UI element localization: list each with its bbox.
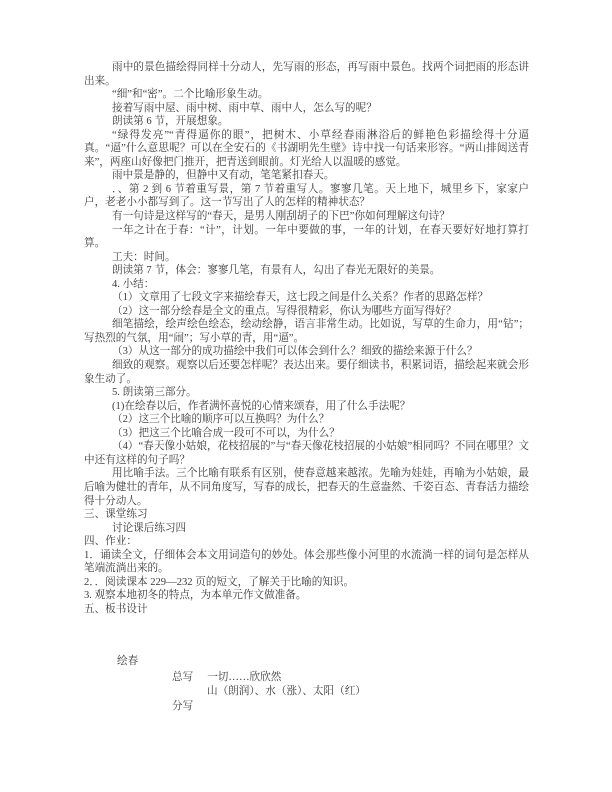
paragraph: 工夫：时间。 bbox=[112, 251, 176, 263]
paragraph: “绿得发亮”“青得逼你的眼”，把树木、小草经春雨淋浴后的鲜艳色彩描绘得十分逼真。“逼”什么意思呢？可以在全安石的《书湖明先生壁》诗中找一句话来形容。“两山排闼送青来”，两座山好像把门推开，把青送到眼前。灯光给人以温暖的感觉。 bbox=[84, 129, 529, 168]
paragraph: (1)在绘春以后，作者满怀喜悦的心情来颂春，用了什么手法呢？ bbox=[112, 400, 411, 412]
board-zongxie-row bbox=[172, 671, 281, 685]
paragraph: “细”和“密”。二个比喻形象生动。 bbox=[112, 89, 269, 101]
paragraph: 1．诵读全文，仔细体会本文用词造句的妙处。体会那些像小河里的水流淌一样的词句是怎样从笔端流淌出来的。 bbox=[84, 549, 529, 575]
paragraph: （3）从这一部分的成功描绘中我们可以体会到什么？细致的描绘来源于什么？ bbox=[112, 346, 478, 358]
paragraph: 接着写雨中屋、雨中树、雨中草、雨中人，怎么写的呢？ bbox=[112, 102, 377, 114]
paragraph: 5. 朗读第三部分。 bbox=[112, 387, 197, 399]
paragraph: 四、作业： bbox=[84, 536, 137, 548]
board-fenxie-label: 分写 bbox=[172, 701, 194, 712]
paragraph: 3. 观察本地初冬的特点，为本单元作文做准备。 bbox=[84, 590, 307, 602]
document-body bbox=[84, 61, 529, 616]
board-zongxie-content: 一切……欣欣然 bbox=[207, 672, 282, 683]
board-zongxie-label: 总写 bbox=[172, 672, 194, 683]
paragraph: 细致的观察。观察以后还要怎样呢？表达出来。要仔细读书，积累词语，描绘起来就会形象生动了。 bbox=[84, 360, 529, 385]
paragraph: 2．．阅读课本 229—232 页的短文，了解关于比喻的知识。 bbox=[84, 576, 355, 588]
paragraph: 有一句诗是这样写的“春天，是男人刚刮胡子的下巴”你如何理解这句诗？ bbox=[112, 211, 450, 223]
paragraph: 朗读第 7 节，体会：寥寥几笔，有景有人，勾出了春光无限好的美景。 bbox=[112, 265, 441, 277]
paragraph: 用比喻手法。三个比喻有联系有区别，使春意越来越浓。先喻为娃娃，再喻为小姑娘，最后喻为健壮的青年，从不同角度写，写春的成长，把春天的生意盎然、千姿百态、青春活力描绘得十分动人。 bbox=[84, 468, 529, 507]
paragraph: 三、课堂练习 bbox=[84, 509, 148, 521]
paragraph: ．、第 2 到 6 节着重写景，第 7 节着重写人。寥寥几笔。天上地下，城里乡下，家家户户，老老小小都写到了。这一节写出了人的怎样的精神状态？ bbox=[84, 183, 529, 209]
board-design-title: 绘春 bbox=[117, 656, 139, 667]
paragraph: 雨中的景色描绘得同样十分动人，先写雨的形态，再写雨中景色。找两个词把雨的形态讲出来。 bbox=[84, 62, 529, 87]
paragraph: 4. 小结： bbox=[112, 278, 155, 290]
paragraph: 朗读第 6 节，开展想象。 bbox=[112, 116, 229, 128]
board-detail-line: 山（朗润）、水（涨）、太阳（红） bbox=[207, 686, 366, 697]
paragraph: 一年之计在于春：“计”，计划。一年中要做的事，一年的计划，在春天要好好地打算打算。 bbox=[84, 224, 529, 250]
paragraph: （4）“春天像小姑娘，花枝招展的”与“春天像花枝招展的小姑娘”相同吗？不同在哪里？文中还有这样的句子吗？ bbox=[84, 441, 529, 466]
paragraph: （2）这三个比喻的顺序可以互换吗？为什么？ bbox=[112, 414, 330, 426]
paragraph: （1）文章用了七段文字来描绘春天，这七段之间是什么关系？作者的思路怎样？ bbox=[112, 292, 489, 304]
paragraph: 讨论课后练习四 bbox=[112, 522, 187, 534]
paragraph: 雨中景是静的，但静中又有动，笔笔紧扣春天。 bbox=[112, 170, 335, 182]
paragraph: 细笔描绘，绘声绘色绘态，绘动绘静，语言非常生动。比如说，写草的生命力，用“钻”；写热烈的气氛，用“闹”；写小草的青，用“逼”。 bbox=[84, 319, 529, 344]
paragraph: （2）这一部分绘春是全文的重点。写得很精彩，你认为哪些方面写得好？ bbox=[112, 305, 457, 317]
paragraph: 五、板书设计 bbox=[84, 603, 148, 615]
paragraph: （3）把这三个比喻合成一段可不可以，为什么？ bbox=[112, 427, 340, 439]
